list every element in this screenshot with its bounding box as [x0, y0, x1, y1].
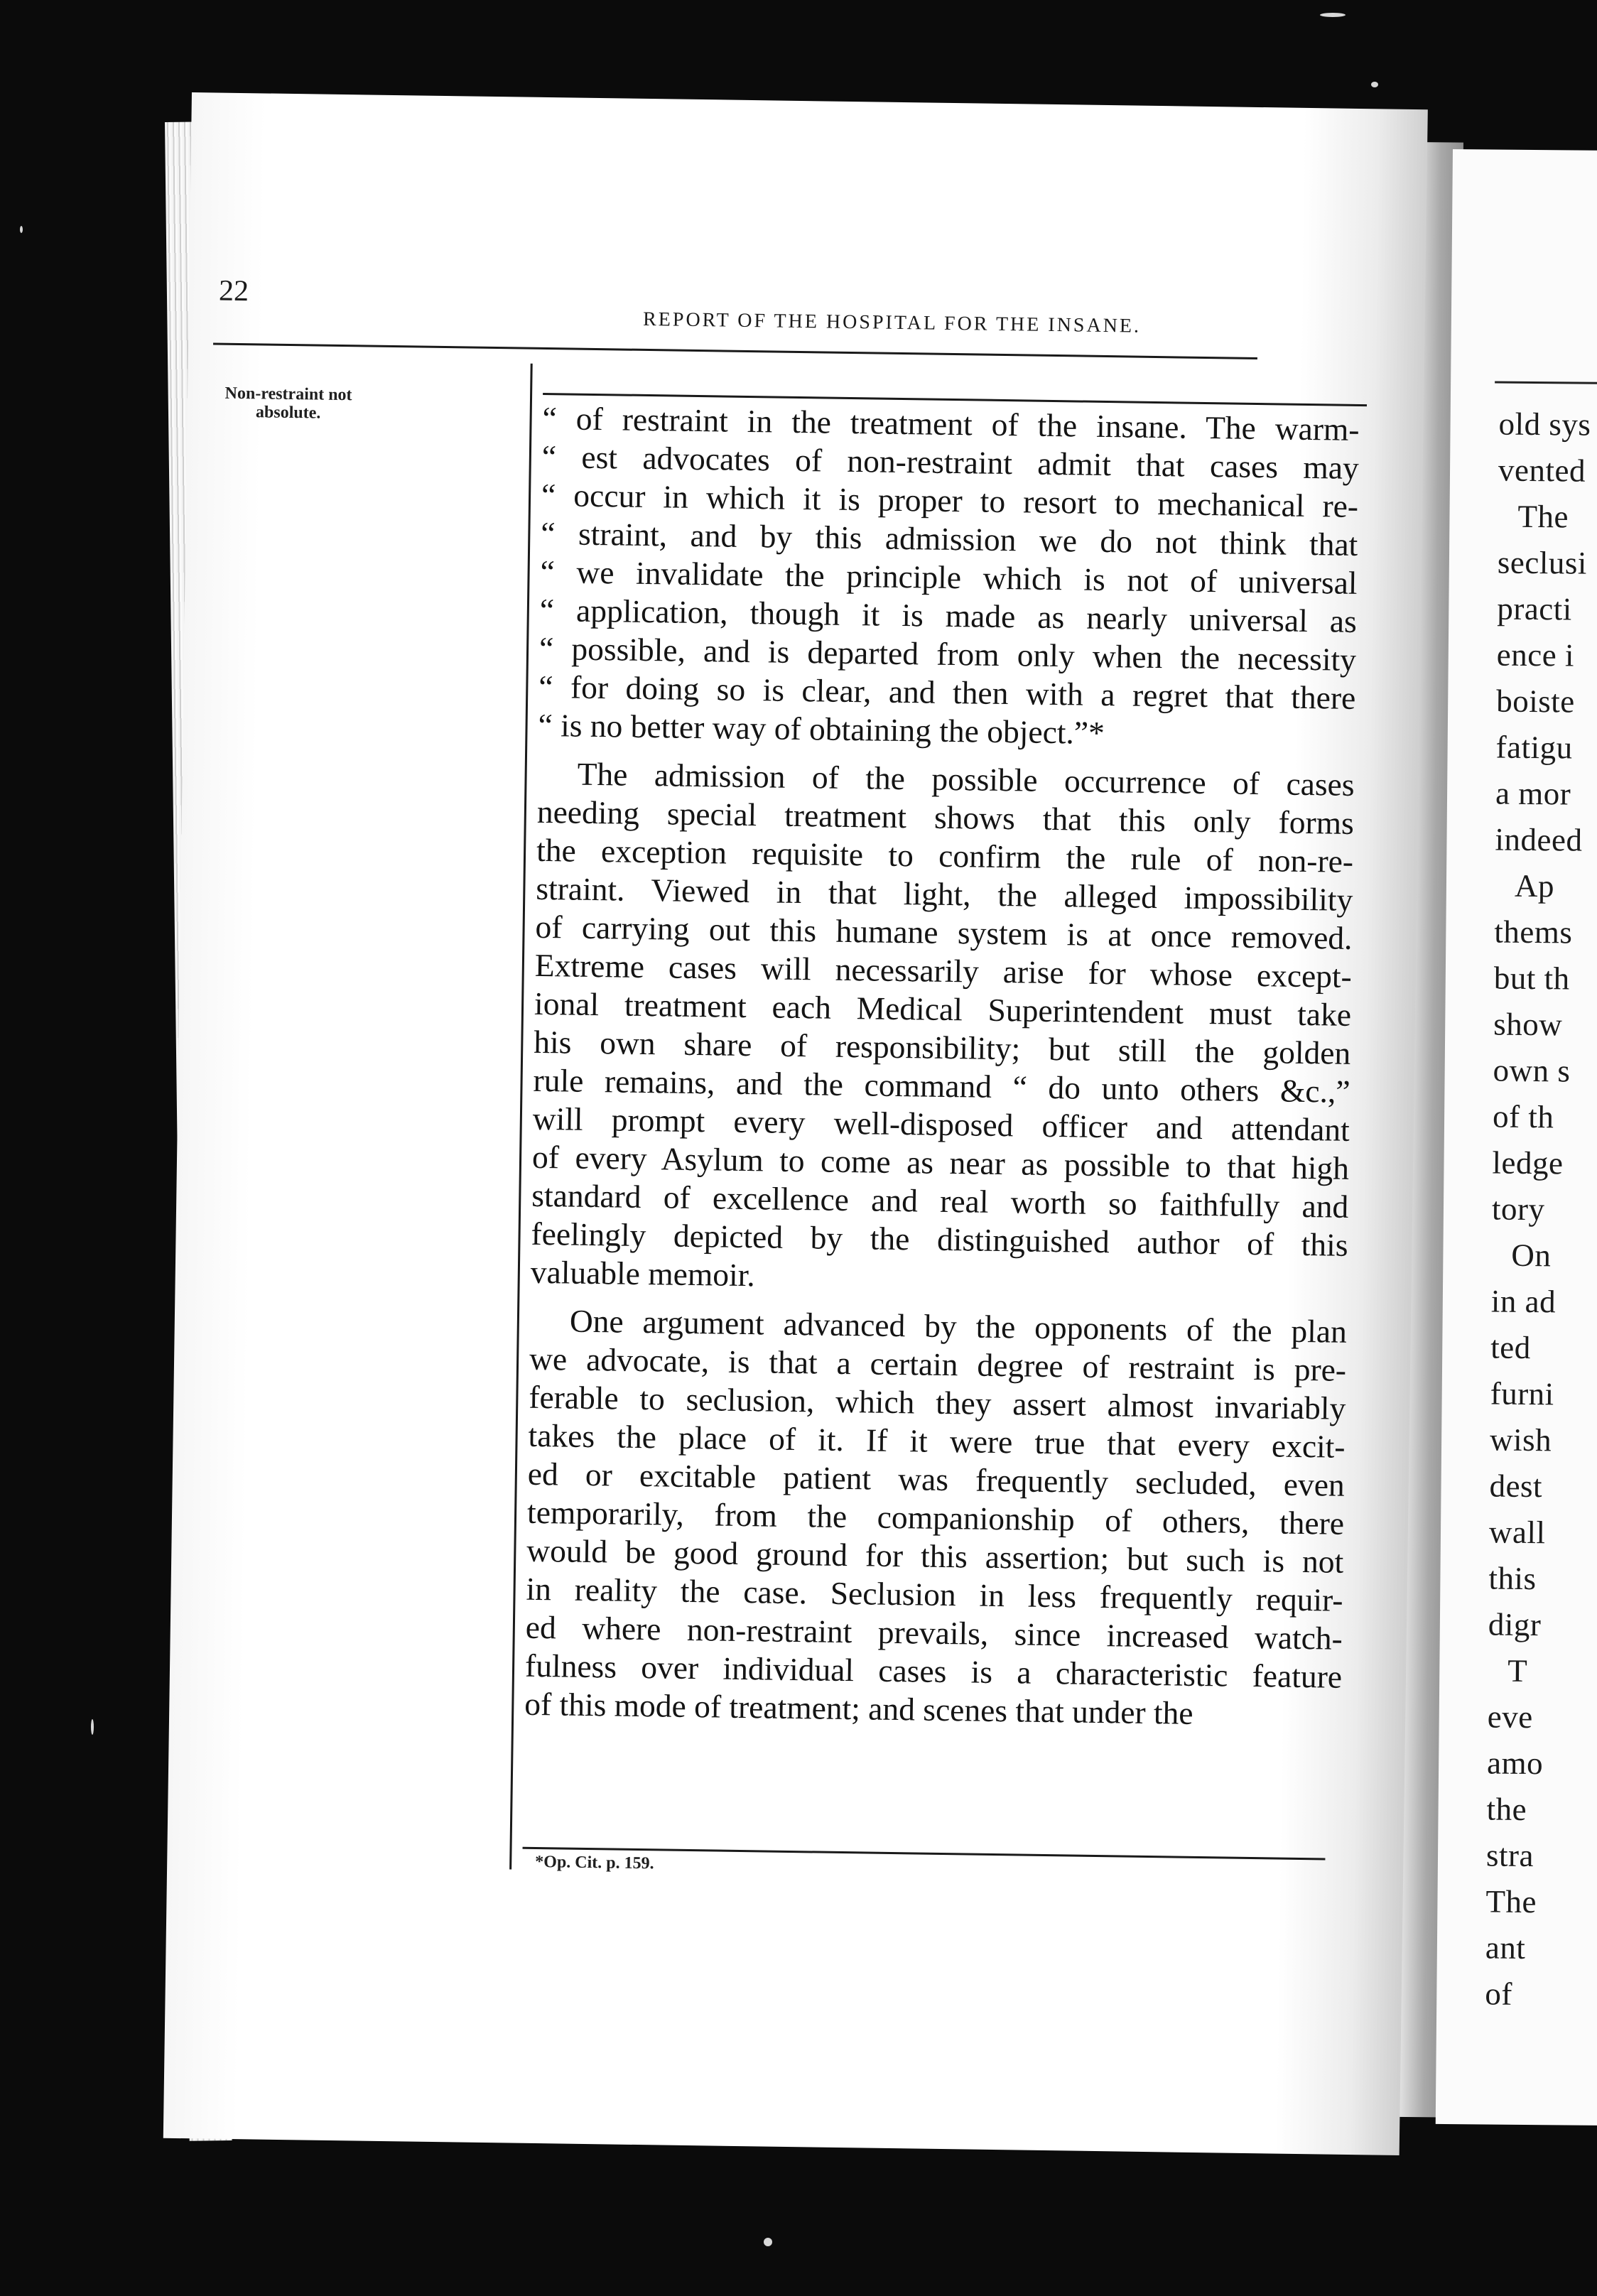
facing-line-fragment: vented: [1498, 452, 1586, 489]
text-line: “ of restraint in the treatment of the insane. The warm-: [542, 399, 1360, 448]
facing-line-fragment: eve: [1487, 1699, 1533, 1735]
facing-line-fragment: in ad: [1490, 1283, 1557, 1320]
facing-line-fragment: show: [1493, 1006, 1563, 1043]
facing-line-fragment: tory: [1491, 1191, 1545, 1228]
text-line: “ possible, and is departed from only when the necessity: [538, 629, 1357, 678]
facing-line-fragment: own s: [1493, 1052, 1571, 1089]
facing-line-fragment: The: [1517, 498, 1569, 535]
facing-line-fragment: ted: [1490, 1329, 1531, 1366]
footnote: *Op. Cit. p. 159.: [535, 1852, 654, 1873]
text-line: we advocate, is that a certain degree of restraint is pre-: [529, 1340, 1347, 1388]
text-line: straint. Viewed in that light, the alleged impossibility: [536, 870, 1353, 918]
text-line: would be good ground for this assertion; but such is not: [526, 1532, 1344, 1580]
text-line: One argument advanced by the opponents of the plan: [569, 1302, 1348, 1350]
facing-line-fragment: thems: [1494, 914, 1573, 951]
text-line: ed or excitable patient was frequently secluded, even: [527, 1455, 1346, 1503]
text-line: of this mode of treatment; and scenes that under the: [524, 1685, 1193, 1731]
facing-line-fragment: furni: [1490, 1375, 1554, 1412]
text-line: of every Asylum to come as near as possible to that high: [531, 1138, 1350, 1186]
text-line: the exception requisite to confirm the rule of non-re-: [536, 831, 1354, 879]
facing-line-fragment: old sys: [1498, 406, 1591, 443]
facing-line-fragment: On: [1511, 1237, 1552, 1274]
facing-line-fragment: digr: [1488, 1606, 1542, 1643]
text-line: ferable to seclusion, which they assert almost invariably: [529, 1378, 1346, 1426]
text-line: valuable memoir.: [530, 1253, 756, 1294]
text-line: needing special treatment shows that this only forms: [536, 793, 1355, 841]
facing-line-fragment: wall: [1488, 1514, 1546, 1551]
text-line: “ is no better way of obtaining the object.”*: [538, 706, 1105, 752]
text-line: temporarily, from the companionship of others, there: [526, 1493, 1345, 1542]
facing-line-fragment: but th: [1493, 960, 1570, 997]
text-line: his own share of responsibility; but still the golden: [534, 1023, 1351, 1071]
text-line: ional treatment each Medical Superintendent must take: [534, 985, 1352, 1033]
text-line: of carrying out this humane system is at once removed.: [535, 908, 1353, 956]
facing-line-fragment: dest: [1489, 1468, 1543, 1505]
facing-line-fragment: a mor: [1495, 775, 1571, 812]
body-text: [524, 399, 1360, 1735]
running-head: REPORT OF THE HOSPITAL FOR THE INSANE.: [642, 308, 1142, 337]
facing-line-fragment: ence i: [1496, 637, 1575, 673]
facing-line-fragment: the: [1486, 1791, 1527, 1827]
text-line: “ we invalidate the principle which is not of universal: [540, 553, 1358, 601]
facing-line-fragment: ledge: [1492, 1144, 1564, 1181]
facing-line-fragment: this: [1488, 1560, 1537, 1597]
text-line: feelingly depicted by the distinguished author of this: [531, 1215, 1348, 1263]
side-note: Non-restraint not absolute.: [224, 384, 352, 423]
facing-line-fragment: boiste: [1496, 683, 1575, 720]
facing-line-fragment: fatigu: [1495, 729, 1573, 766]
facing-line-fragment: amo: [1486, 1745, 1544, 1782]
facing-line-fragment: indeed: [1495, 821, 1583, 858]
text-line: will prompt every well-disposed officer and attendant: [532, 1100, 1350, 1148]
header-rule: [213, 342, 1257, 359]
facing-line-fragment: wish: [1489, 1422, 1552, 1458]
text-line: “ for doing so is clear, and then with a regret that there: [538, 668, 1356, 716]
text-line: takes the place of it. If it were true that every excit-: [528, 1417, 1346, 1465]
text-line: rule remains, and the command “ do unto others &c.,”: [533, 1061, 1350, 1110]
facing-line-fragment: practi: [1497, 590, 1573, 627]
facing-line-fragment: of: [1485, 1976, 1513, 2012]
facing-line-fragment: stra: [1485, 1837, 1534, 1874]
facing-line-fragment: of th: [1492, 1098, 1554, 1135]
text-line: ed where non-restraint prevails, since increased watch-: [525, 1608, 1343, 1657]
facing-line-fragment: ant: [1485, 1929, 1526, 1966]
text-line: in reality the case. Seclusion in less frequently requir-: [526, 1570, 1343, 1618]
text-line: “ application, though it is made as nearly universal as: [539, 591, 1358, 639]
facing-line-fragment: seclusi: [1497, 544, 1588, 581]
text-line: Extreme cases will necessarily arise for whose except-: [534, 946, 1353, 995]
text-line: standard of excellence and real worth so faithfully and: [531, 1176, 1349, 1225]
text-line: “ straint, and by this admission we do not think that: [541, 514, 1358, 563]
facing-line-fragment: The: [1485, 1883, 1537, 1920]
text-line: fulness over individual cases is a characteristic feature: [524, 1647, 1343, 1695]
facing-line-fragment: T: [1507, 1652, 1528, 1689]
page-number: 22: [218, 274, 249, 308]
text-line: “ est advocates of non-restraint admit that cases may: [541, 438, 1360, 486]
text-line: “ occur in which it is proper to resort to mechanical re-: [541, 476, 1359, 524]
text-line: The admission of the possible occurrence of cases: [577, 755, 1355, 803]
facing-line-fragment: Ap: [1514, 867, 1555, 904]
